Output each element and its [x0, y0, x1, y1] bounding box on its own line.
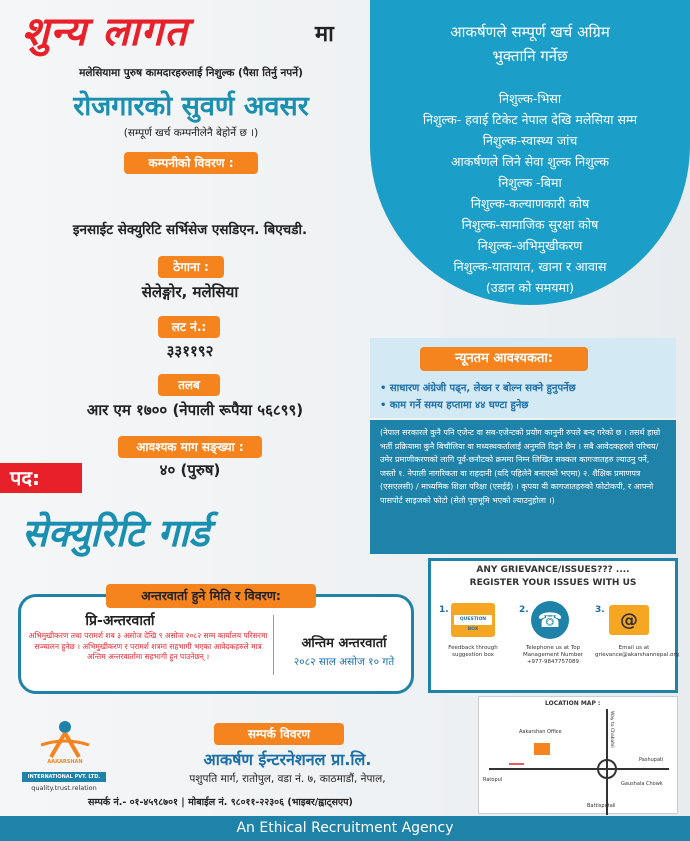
agency-address: पशुपति मार्ग, रातोपुल, वडा नं. ७, काठमाडौं, नेपाल,	[189, 773, 386, 785]
aakarshan-logo-icon	[24, 714, 106, 770]
cost-note: (सम्पूर्ण खर्च कम्पनीलेनै बेहोर्ने छ ।)	[123, 127, 259, 139]
interview-box	[18, 594, 414, 694]
pre-interview-text: अभिमुखीकरण तथा परामर्श शब ३ असोज देखि ९ असोज २०८२ सम्म कार्यालय परिसरमा सञ्चालन हुनेछ । अभिमुखीकरण र परामर्श शत्रमा सहभागी भएका आवेदकहरुले मात्र अन्तिम अन्तरवार्तामा सहभागी हुन पाउनेछन् ।	[28, 631, 268, 661]
main-title-suffix: मा	[315, 22, 334, 47]
map-place: Gaushala Chowk	[621, 781, 663, 787]
map-place: Aakarshan Office	[519, 729, 562, 735]
step-number: 2.	[519, 605, 529, 615]
step-caption: Telephone us at Top Management Number +977-9847757089	[522, 645, 584, 665]
grievance-title-2: REGISTER YOUR ISSUES WITH US	[469, 578, 637, 588]
requirements-label: न्यूनतम आवश्यकता:	[420, 347, 588, 371]
benefit-item: निशुल्क-यातायात, खाना र आवास	[453, 259, 607, 274]
headline: रोजगारको सुवर्ण अवसर	[73, 91, 309, 122]
benefits-heading-1: आकर्षणले सम्पूर्ण खर्च अग्रिम	[450, 23, 610, 41]
position-title: सेक्युरिटि गार्ड	[22, 511, 210, 555]
main-title: शुन्य लागत	[22, 9, 188, 55]
benefit-item: (उडान को समयमा)	[485, 280, 575, 295]
contact-phones: सम्पर्क नं.- ०१-४५९८७०१ | मोबाईल नं. ९८०११-२२३०६ (भाइबर/ह्वाट्सएप)	[88, 797, 353, 808]
telephone-icon: ☎	[531, 601, 569, 639]
map-place: Pashupati	[639, 757, 664, 763]
interview-label: अन्तरवार्ता हुने मिति र विवरण:	[106, 584, 316, 608]
benefits-heading-2: भुक्तानि गर्नेछ	[492, 47, 568, 65]
requirement-item: • काम गर्ने समय हप्तामा ४४ घण्टा हुनेछ	[380, 400, 529, 411]
contact-label: सम्पर्क विवरण	[214, 723, 344, 745]
salary-label: तलब	[158, 374, 220, 396]
map-place: Way to Chabahil	[609, 711, 614, 748]
footer-banner: An Ethical Recruitment Agency	[0, 816, 690, 841]
step-number: 1.	[439, 605, 449, 615]
divider	[273, 615, 274, 675]
final-interview-date: २०८२ साल असोज १० गते	[293, 656, 395, 668]
benefit-item: निशुल्क-भिसा	[498, 91, 562, 106]
grievance-box	[428, 558, 678, 693]
benefit-item: निशुल्क-अभिमुखीकरण	[477, 238, 583, 253]
benefit-item: निशुल्क-स्वास्थ्य जांच	[482, 133, 578, 148]
final-interview-title: अन्तिम अन्तरवार्ता	[301, 636, 387, 651]
legal-notice: (नेपाल सरकारले कुनै पनि एजेन्ट वा सब-एजेन्टको प्रयोग कानुनी रुपले बन्द गरेको छ । तसर्थ हाम्रो भर्ती प्रक्रियामा कुनै बिचौलिया वा मध्यस्थकर्तालाई अनुमति दिइने छैन । सबै आवेदकहरुले परिचय/उमेर प्रमाणीकरणको लागि पूर्व-छनौटको क्रममा निम्न लिखित सक्कल कागजातहरु ल्याउनु पर्ने, जस्तो १. नेपाली नागरिकता वा राहदानी (यदि पहिलेनै बनाएको भएमा) २. शैक्षिक प्रमाणपत्र (एसएलसी) / माध्यमिक शिक्षा परिक्षा (एसईई) । कृपया यी कागजातहरुको फोटोकपी, र आफ्नो पासपोर्ट साइजको फोटो (सेतो पृष्ठभूमि भएको ल्याउनुहोला ।)	[370, 420, 676, 554]
position-label: पद:	[0, 463, 82, 493]
location-map	[478, 696, 678, 814]
lot-label: लट नं.:	[158, 316, 220, 338]
benefits-panel	[370, 0, 690, 305]
logo-subtext: INTERNATIONAL PVT. LTD.	[22, 772, 106, 782]
map-place: Ratopul	[483, 777, 503, 783]
logo-mark-icon	[35, 719, 95, 759]
company-label: कम्पनीको विवरण :	[124, 152, 258, 174]
benefit-item: निशुल्क-कल्याणकारी कोष	[470, 196, 590, 211]
map-place: Battisputali	[587, 803, 616, 809]
benefit-item: निशुल्क- हवाई टिकेट नेपाल देखि मलेसिया सम्म	[422, 112, 638, 127]
address-value: सेलेङ्गोर, मलेसिया	[141, 283, 239, 301]
requirement-item: • साधारण अंग्रेजी पढ्न, लेख्न र बोल्न सक्ने हुनुपर्नेछ	[380, 383, 576, 394]
lot-number: ३३११९२	[166, 342, 214, 360]
grievance-title-1: ANY GRIEVANCE/ISSUES??? ....	[476, 565, 630, 575]
tagline: quality.trust.relation	[31, 784, 97, 792]
suggestion-box-icon	[451, 603, 495, 637]
step-caption: Feedback through suggestion box	[448, 645, 498, 658]
step-number: 3.	[595, 605, 605, 615]
benefit-item: आकर्षणले लिने सेवा शुल्क निशुल्क	[451, 154, 609, 169]
email-icon: @	[609, 605, 649, 635]
demand-value: ४० (पुरुष)	[159, 461, 221, 479]
pre-interview-title: प्रि-अन्तरवार्ता	[85, 613, 155, 629]
benefit-item: निशुल्क -बिमा	[498, 175, 562, 190]
agency-name: आकर्षण ईन्टरनेशनल प्रा.लि.	[203, 750, 372, 769]
benefit-item: निशुल्क-सामाजिक सुरक्षा कोष	[461, 217, 599, 232]
step-caption: Email us at grievance@akarshannepal.org	[595, 645, 680, 658]
logo-text: AAKARSHAN	[47, 759, 83, 765]
salary-value: आर एम १७०० (नेपाली रूपैया ५६८९९)	[86, 401, 304, 419]
subtitle: मलेसियामा पुरुष कामदारहरुलाई निशुल्क (पैसा तिर्नु नपर्ने)	[79, 67, 303, 79]
question-box-label: QUESTION BOX	[454, 615, 492, 625]
address-label: ठेगाना :	[158, 256, 224, 278]
demand-label: आवश्यक माग सङ्ख्या :	[118, 436, 262, 458]
company-name: इनसाईट सेक्युरिटि सर्भिसेज एसडिएन. बिएचडी.	[72, 222, 308, 238]
map-label: LOCATION MAP :	[545, 700, 601, 707]
